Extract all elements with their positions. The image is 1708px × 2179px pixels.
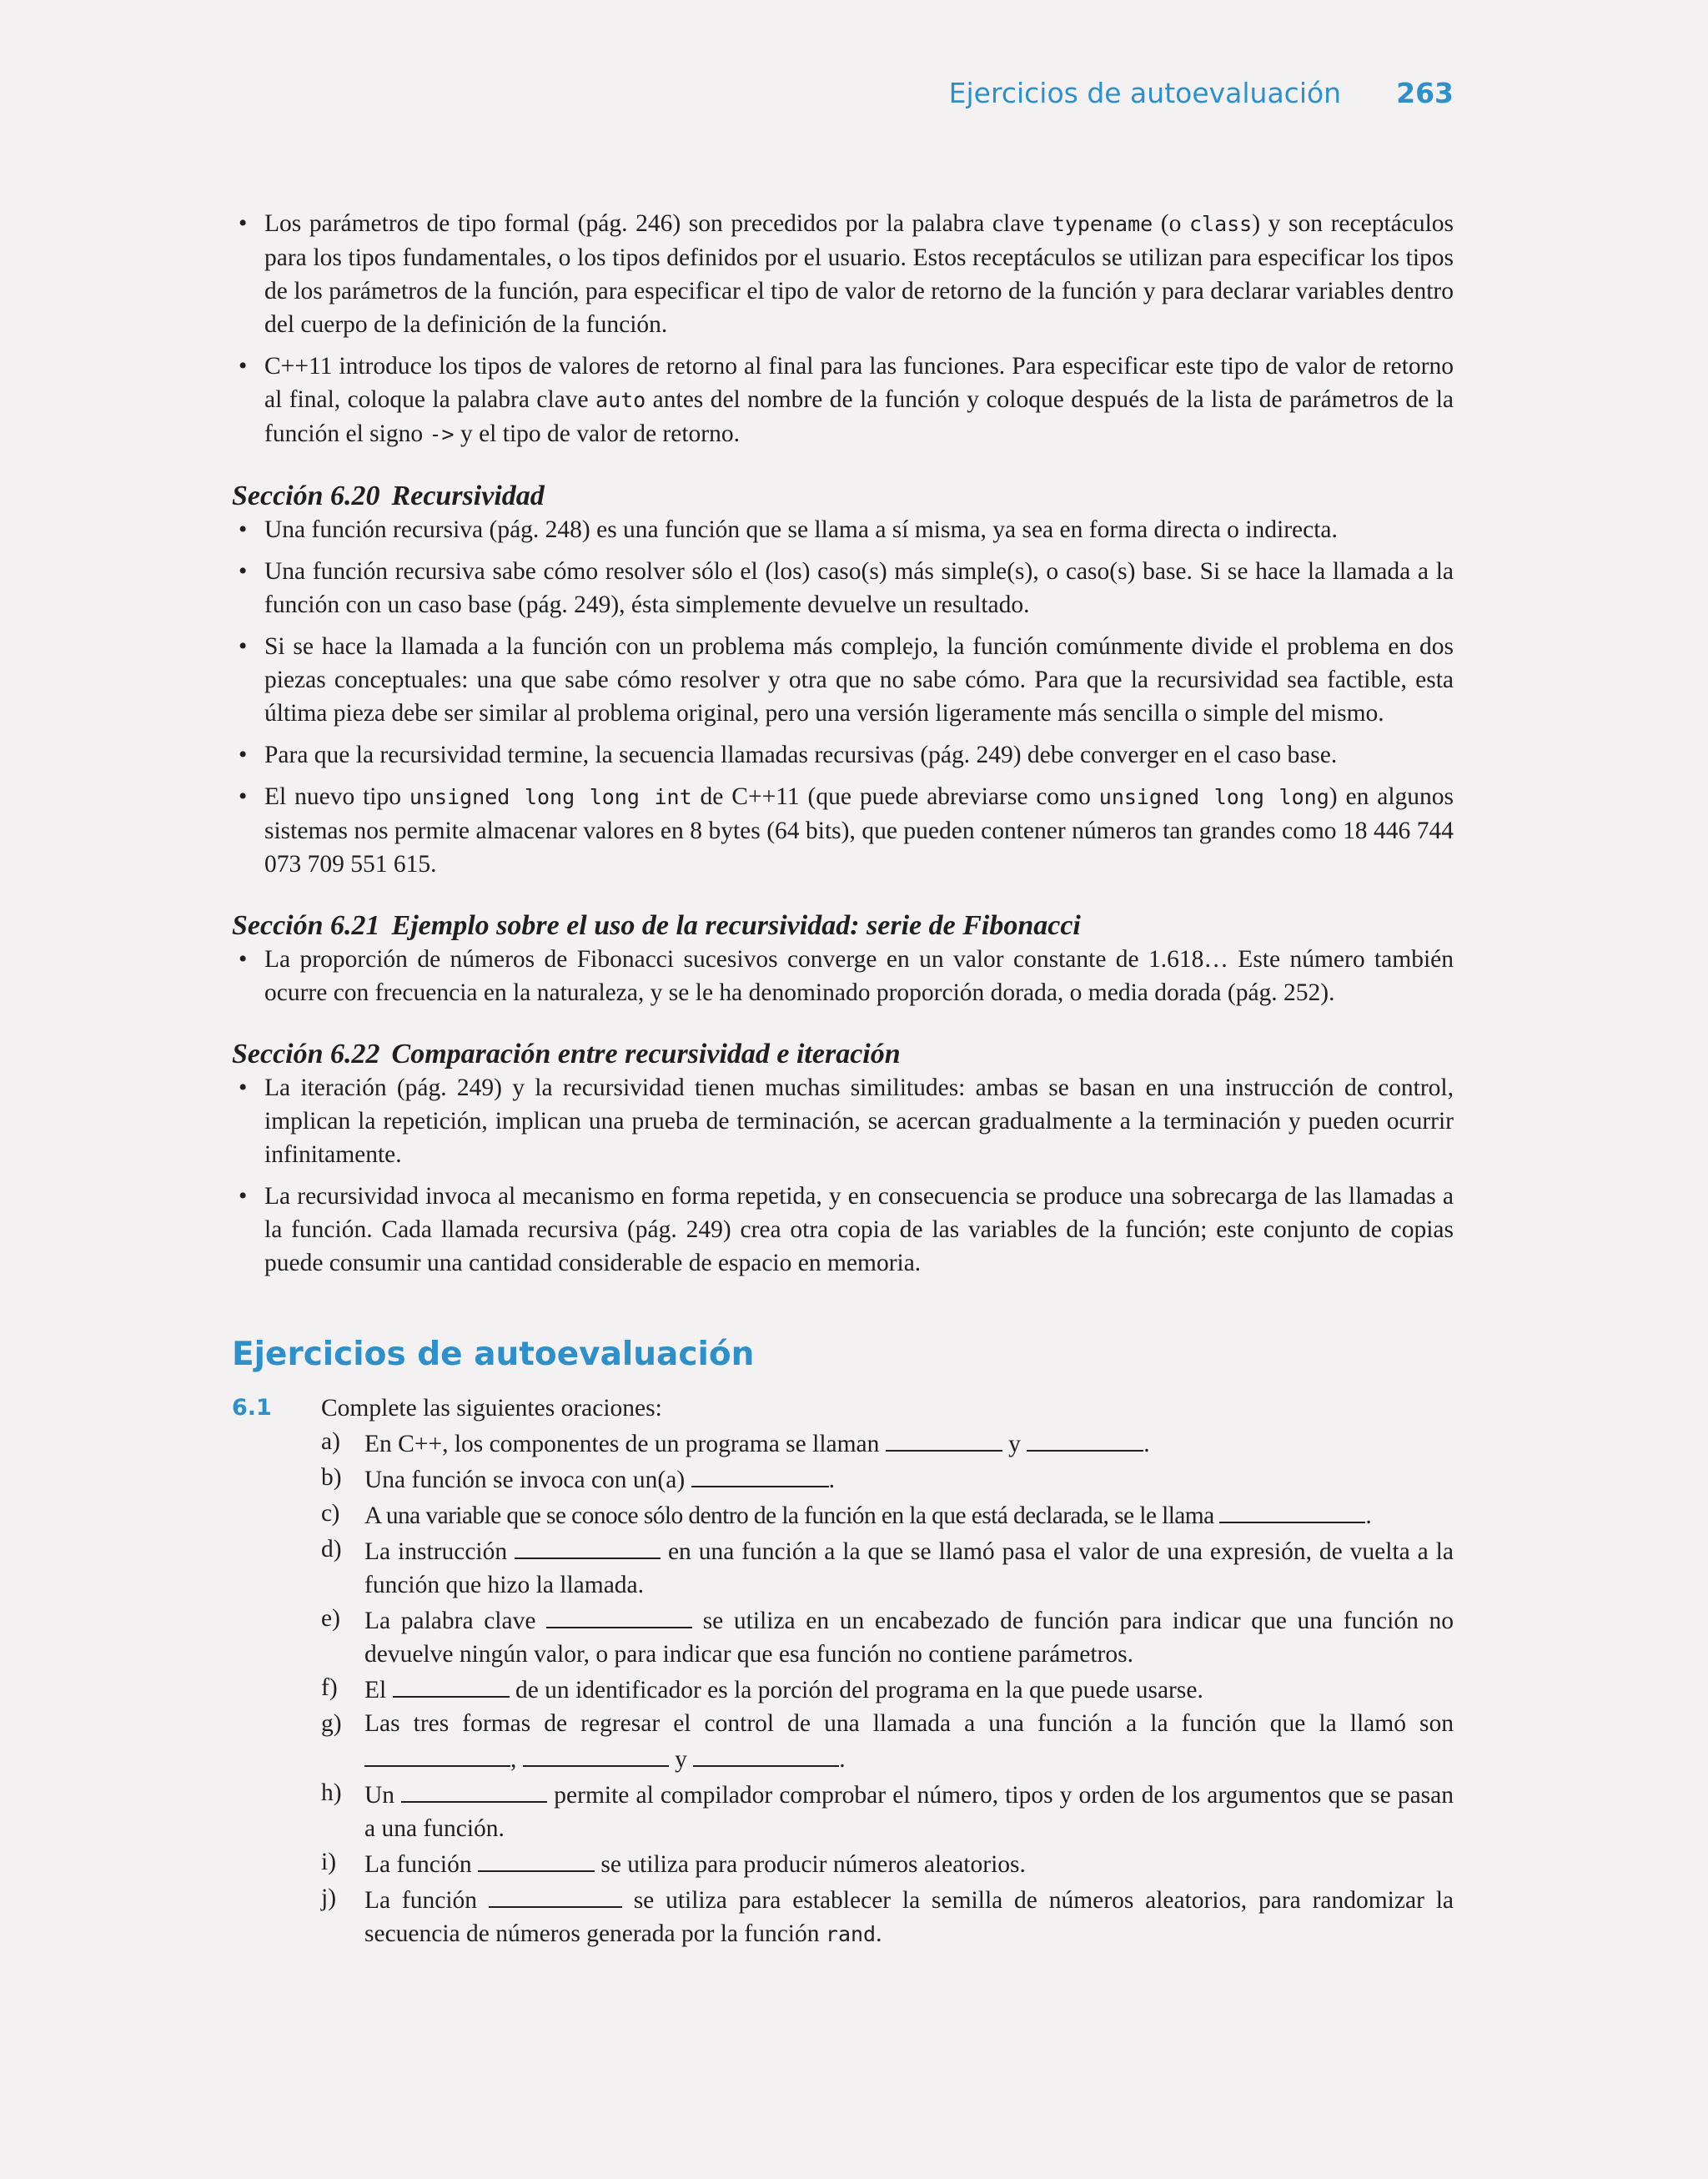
- summary-bullets-top: [232, 207, 1454, 451]
- answer-blank: [478, 1845, 595, 1872]
- exercise-intro: Complete las siguientes oraciones:: [321, 1395, 662, 1422]
- exercise-part-h: h) Un permite al compilador comprobar el número, tipos y orden de los argumentos que se pasan a una función.: [364, 1776, 1454, 1845]
- exercise-part-e: e) La palabra clave se utiliza en un encabezado de función para indicar que una función no devuelve ningún valor, o para indicar que esa función no contiene parámetros.: [364, 1602, 1454, 1671]
- exercises-heading: Ejercicios de autoevaluación: [232, 1336, 755, 1373]
- list-item: • Una función recursiva (pág. 248) es una función que se llama a sí misma, ya sea en forma directa o indirecta.: [239, 516, 1338, 543]
- section-bullets: [232, 513, 1454, 881]
- exercise-part-b: b) Una función se invoca con un(a) .: [364, 1461, 1454, 1497]
- answer-blank: [1219, 1497, 1365, 1523]
- section-bullets: [232, 943, 1454, 1009]
- exercise-part-f: f) El de un identificador es la porción del programa en la que puede usarse.: [364, 1671, 1454, 1707]
- exercise-part-c: c) A una variable que se conoce sólo dentro de la función en la que está declarada, se le llama .: [364, 1497, 1454, 1532]
- answer-blank: [393, 1671, 510, 1698]
- answer-blank: [489, 1881, 622, 1908]
- list-item: • Si se hace la llamada a la función con un problema más complejo, la función comúnmente divide el problema en dos piezas conceptuales: una que sabe cómo resolver y otra que no sabe cómo. Para que la recursividad sea factible, esta última pieza debe ser similar al problema original, pero una versión ligeramente más sencilla o simple del mismo.: [239, 633, 1454, 727]
- list-item: • Los parámetros de tipo formal (pág. 246) son precedidos por la palabra clave typename (o class) y son receptáculos para los tipos fundamentales, o los tipos definidos por el usuario. Estos receptáculos se utilizan para especificar los tipos de los parámetros de la función, para especificar el tipo de valor de retorno de la función y para declarar variables dentro del cuerpo de la definición de la función.: [239, 210, 1454, 338]
- list-item: • La recursividad invoca al mecanismo en forma repetida, y en consecuencia se produce una sobrecarga de las llamadas a la función. Cada llamada recursiva (pág. 249) crea otra copia de las variables de la función; este conjunto de copias puede consumir una cantidad considerable de espacio en memoria.: [239, 1183, 1454, 1276]
- exercise-part-i: i) La función se utiliza para producir números aleatorios.: [364, 1845, 1454, 1881]
- answer-blank: [546, 1602, 692, 1628]
- answer-blank: [515, 1532, 661, 1559]
- code-keyword: typename: [1052, 212, 1153, 236]
- main-content: [232, 207, 1454, 1951]
- exercise-number: 6.1: [232, 1395, 272, 1421]
- list-item: • Una función recursiva sabe cómo resolver sólo el (los) caso(s) más simple(s), o caso(s) base. Si se hace la llamada a la función con un caso base (pág. 249), ésta simplemente devuelve un resultado.: [239, 558, 1454, 618]
- section-heading: Sección 6.22 Comparación entre recursividad e iteración: [232, 1039, 901, 1069]
- exercise-part-d: d) La instrucción en una función a la que se llamó pasa el valor de una expresión, de vuelta a la función que hizo la llamada.: [364, 1532, 1454, 1602]
- exercise-part-j: j) La función se utiliza para establecer la semilla de números aleatorios, para randomizar la secuencia de números generada por la función rand.: [364, 1881, 1454, 1951]
- exercise-part-a: a) En C++, los componentes de un programa se llaman y .: [364, 1425, 1454, 1461]
- code-keyword: unsigned long long: [1098, 785, 1329, 809]
- running-head: [949, 77, 1454, 109]
- answer-blank: [691, 1461, 829, 1487]
- section-heading: Sección 6.20 Recursividad: [232, 481, 545, 511]
- answer-blank: [523, 1740, 669, 1767]
- running-head-title: Ejercicios de autoevaluación: [948, 77, 1342, 109]
- list-item: • El nuevo tipo unsigned long long int de C++11 (que puede abreviarse como unsigned long long) en algunos sistemas nos permite almacenar valores en 8 bytes (64 bits), que pueden contener números tan grandes como 18 446 744 073 709 551 615.: [239, 783, 1454, 878]
- section-bullets: [232, 1071, 1454, 1280]
- section-heading: Sección 6.21 Ejemplo sobre el uso de la recursividad: serie de Fibonacci: [232, 910, 1081, 941]
- answer-blank: [693, 1740, 839, 1767]
- list-item: • Para que la recursividad termine, la secuencia llamadas recursivas (pág. 249) debe converger en el caso base.: [239, 742, 1338, 768]
- list-item: • La iteración (pág. 249) y la recursividad tienen muchas similitudes: ambas se basan en una instrucción de control, implican la repetición, implican una prueba de terminación, se acercan gradualmente a la terminación y pueden ocurrir infinitamente.: [239, 1074, 1454, 1168]
- answer-blank: [886, 1425, 1002, 1452]
- code-keyword: rand: [825, 1922, 877, 1946]
- code-keyword: auto: [595, 388, 646, 412]
- exercise-part-g: g) Las tres formas de regresar el control de una llamada a una función a la función que la llamó son , y .: [321, 1710, 1454, 1773]
- answer-blank: [401, 1776, 547, 1803]
- code-keyword: ->: [429, 422, 455, 446]
- list-item: • C++11 introduce los tipos de valores de retorno al final para las funciones. Para especificar este tipo de valor de retorno al final, coloque la palabra clave auto antes del nombre de la función y coloque después de la lista de parámetros de la función el signo -> y el tipo de valor de retorno.: [239, 353, 1454, 447]
- answer-blank: [1027, 1425, 1143, 1452]
- code-keyword: unsigned long long int: [409, 785, 692, 809]
- code-keyword: class: [1188, 212, 1253, 236]
- answer-blank: [364, 1740, 510, 1767]
- page-number: 263: [1396, 77, 1454, 109]
- exercise-parts: [321, 1425, 1454, 1951]
- list-item: • La proporción de números de Fibonacci sucesivos converge en un valor constante de 1.618… Este número también ocurre con frecuencia en la naturaleza, y se le ha denominado proporción dorada, o media dorada (pág. 252).: [239, 946, 1454, 1006]
- exercise-6-1: [232, 1391, 1454, 1951]
